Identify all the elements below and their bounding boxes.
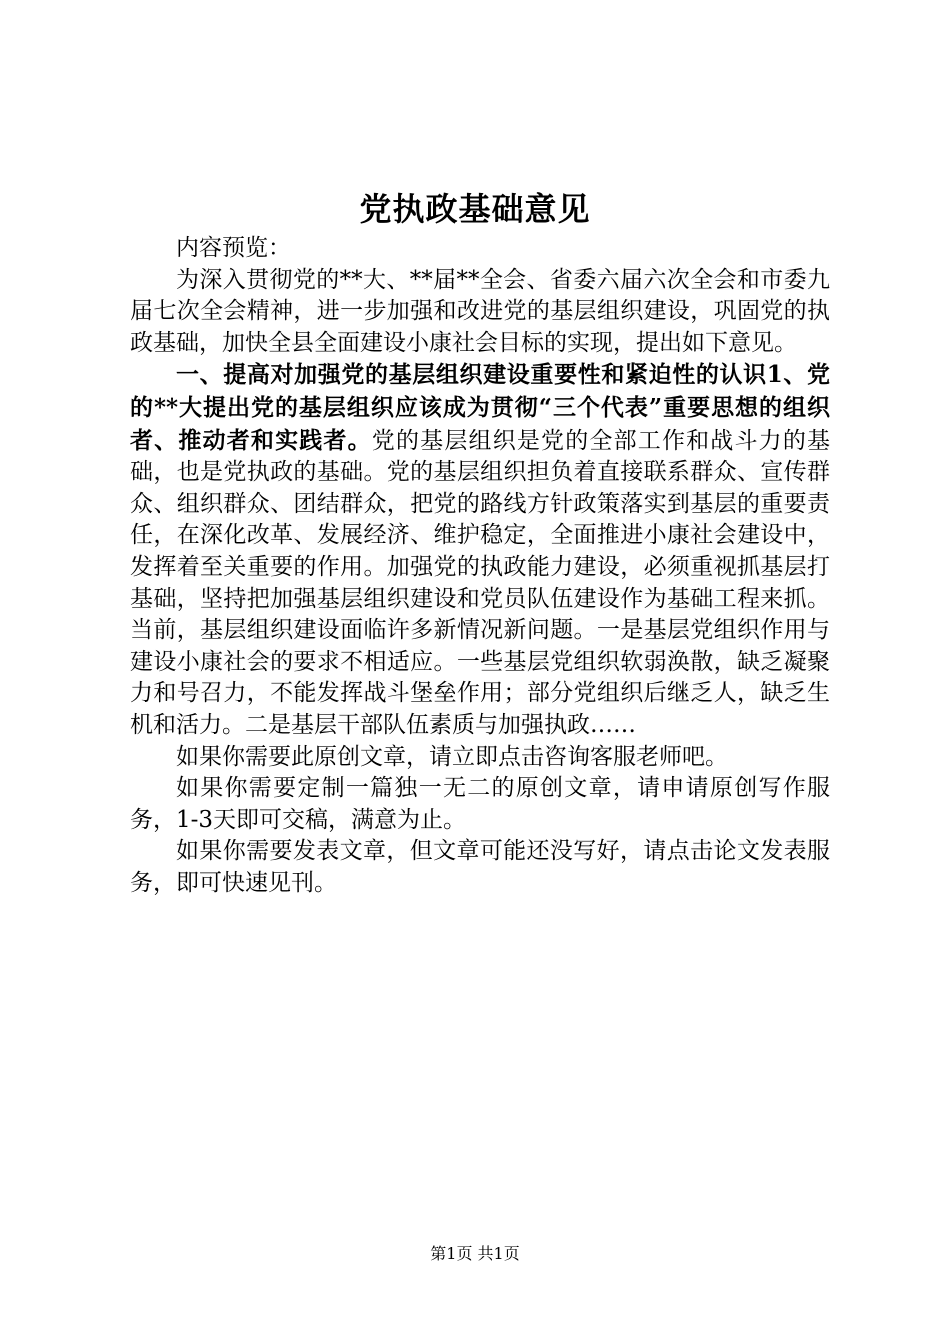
document-title: 党执政基础意见 xyxy=(359,190,591,228)
intro-paragraph: 为深入贯彻党的**大、**届**全会、省委六届六次全会和市委九届七次全会精神，进一步加强和改进党的基层组织建设，巩固党的执政基础，加快全县全面建设小康社会目标的实现，提出如下意见。 xyxy=(130,266,830,356)
preview-label: 内容预览： xyxy=(176,235,291,261)
notice-paragraph-2: 如果你需要定制一篇独一无二的原创文章，请申请原创写作服务，1-3天即可交稿，满意为止。 xyxy=(130,775,830,833)
section-heading: 一、提高对加强党的基层组织建设重要性和紧迫性的认识1、党的**大提出党的基层组织应该成为贯彻“三个代表”重要思想的组织者、推动者和实践者。 xyxy=(130,361,830,454)
section-paragraph xyxy=(130,359,830,741)
page-footer: 第1页 共1页 xyxy=(430,1244,520,1263)
notice-paragraph-3: 如果你需要发表文章，但文章可能还没写好，请点击论文发表服务，即可快速见刊。 xyxy=(130,838,830,896)
document-body xyxy=(130,233,830,899)
notice-paragraph-1: 如果你需要此原创文章，请立即点击咨询客服老师吧。 xyxy=(176,743,728,770)
section-body: 党的基层组织是党的全部工作和战斗力的基础，也是党执政的基础。党的基层组织担负着直接联系群众、宣传群众、组织群众、团结群众，把党的路线方针政策落实到基层的重要责任，在深化改革、发展经济、维护稳定，全面推进小康社会建设中，发挥着至关重要的作用。加强党的执政能力建设，必须重视抓基层打基础，坚持把加强基层组织建设和党员队伍建设作为基础工程来抓。当前，基层组织建设面临许多新情况新问题。一是基层党组织作用与建设小康社会的要求不相适应。一些基层党组织软弱涣散，缺乏凝聚力和号召力，不能发挥战斗堡垒作用；部分党组织后继乏人，缺乏生机和活力。二是基层干部队伍素质与加强执政…… xyxy=(130,427,831,738)
